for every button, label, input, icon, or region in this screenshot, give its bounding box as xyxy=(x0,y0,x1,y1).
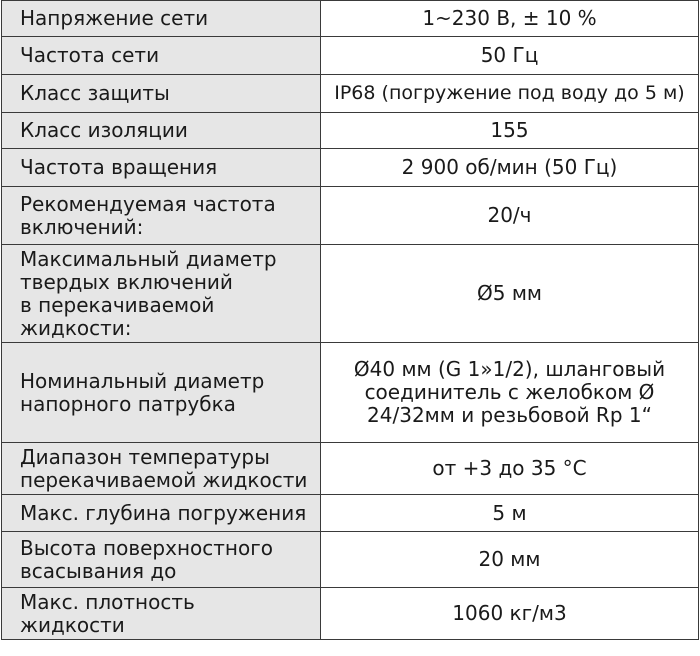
table-row xyxy=(2,245,699,343)
table-row xyxy=(2,443,699,495)
spec-value: 1060 кг/м3 xyxy=(321,588,699,640)
spec-value: 20/ч xyxy=(321,187,699,245)
spec-label: Частота сети xyxy=(2,37,321,75)
spec-label: Класс изоляции xyxy=(2,113,321,149)
spec-value: Ø40 мм (G 1»1/2), шланговый соединитель с желобком Ø 24/32мм и резьбовой Rp 1“ xyxy=(321,343,699,443)
spec-label: Максимальный диаметр твердых включений в перекачиваемой жидкости: xyxy=(2,245,321,343)
spec-value: Ø5 мм xyxy=(321,245,699,343)
table-row xyxy=(2,495,699,532)
table-row xyxy=(2,343,699,443)
table-row xyxy=(2,187,699,245)
table-row xyxy=(2,532,699,588)
table-row xyxy=(2,1,699,37)
spec-label: Рекомендуемая частота включений: xyxy=(2,187,321,245)
spec-value: 20 мм xyxy=(321,532,699,588)
spec-label: Макс. глубина погружения xyxy=(2,495,321,532)
spec-label: Класс защиты xyxy=(2,75,321,113)
spec-value: 155 xyxy=(321,113,699,149)
spec-value: 1~230 В, ± 10 % xyxy=(321,1,699,37)
table-row xyxy=(2,588,699,640)
table-row xyxy=(2,113,699,149)
table-row xyxy=(2,37,699,75)
spec-label: Высота поверхностного всасывания до xyxy=(2,532,321,588)
spec-label: Напряжение сети xyxy=(2,1,321,37)
spec-label: Частота вращения xyxy=(2,149,321,187)
spec-value: от +3 до 35 °С xyxy=(321,443,699,495)
spec-label: Номинальный диаметр напорного патрубка xyxy=(2,343,321,443)
table-row xyxy=(2,149,699,187)
spec-table xyxy=(1,0,699,640)
spec-value: 50 Гц xyxy=(321,37,699,75)
spec-value: IP68 (погружение под воду до 5 м) xyxy=(321,75,699,113)
table-row xyxy=(2,75,699,113)
spec-label: Макс. плотность жидкости xyxy=(2,588,321,640)
spec-value: 5 м xyxy=(321,495,699,532)
spec-value: 2 900 об/мин (50 Гц) xyxy=(321,149,699,187)
spec-label: Диапазон температуры перекачиваемой жидкости xyxy=(2,443,321,495)
